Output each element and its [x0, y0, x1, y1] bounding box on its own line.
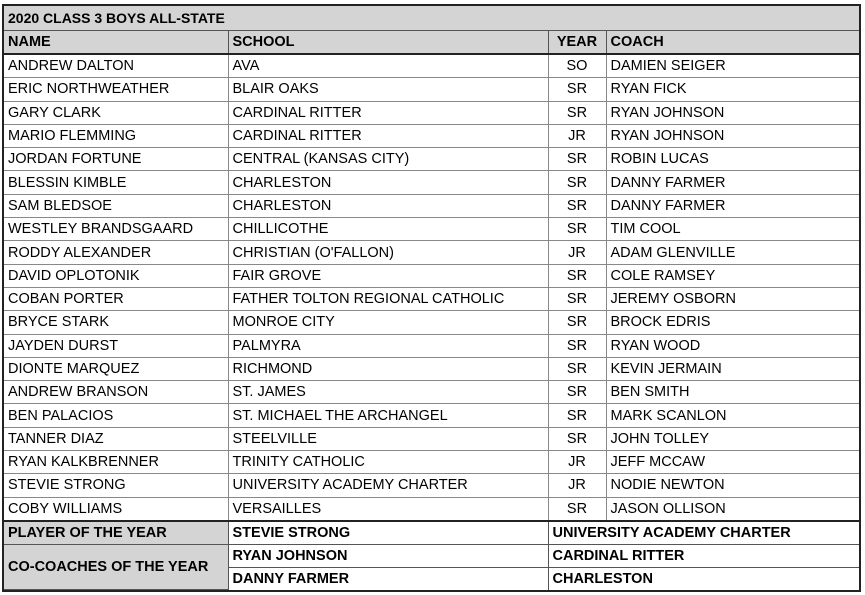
all-state-table [4, 6, 859, 590]
player-year: SR [548, 381, 606, 404]
player-row [4, 194, 859, 217]
player-coach: DANNY FARMER [606, 194, 859, 217]
column-header-school: SCHOOL [228, 31, 548, 55]
column-header-coach: COACH [606, 31, 859, 55]
all-state-sheet [2, 4, 861, 592]
player-name: COBY WILLIAMS [4, 497, 228, 521]
title-row [4, 6, 859, 31]
player-name: BRYCE STARK [4, 311, 228, 334]
player-row [4, 241, 859, 264]
player-name: RYAN KALKBRENNER [4, 451, 228, 474]
player-school: CARDINAL RITTER [228, 124, 548, 147]
player-year: JR [548, 124, 606, 147]
player-school: BLAIR OAKS [228, 78, 548, 101]
player-year: SR [548, 148, 606, 171]
player-year: SR [548, 171, 606, 194]
player-coach: ADAM GLENVILLE [606, 241, 859, 264]
player-row [4, 78, 859, 101]
player-row [4, 427, 859, 450]
player-school: CHILLICOTHE [228, 218, 548, 241]
player-year: SR [548, 78, 606, 101]
player-of-year-row [4, 521, 859, 545]
sheet-title: 2020 CLASS 3 BOYS ALL-STATE [4, 6, 859, 31]
player-school: CENTRAL (KANSAS CITY) [228, 148, 548, 171]
player-row [4, 404, 859, 427]
player-coach: DAMIEN SEIGER [606, 54, 859, 78]
player-school: PALMYRA [228, 334, 548, 357]
player-year: SR [548, 404, 606, 427]
player-coach: NODIE NEWTON [606, 474, 859, 497]
player-year: JR [548, 241, 606, 264]
player-name: STEVIE STRONG [4, 474, 228, 497]
player-name: SAM BLEDSOE [4, 194, 228, 217]
player-row [4, 54, 859, 78]
player-school: ST. JAMES [228, 381, 548, 404]
player-row [4, 148, 859, 171]
player-name: COBAN PORTER [4, 287, 228, 310]
header-row [4, 31, 859, 55]
player-name: MARIO FLEMMING [4, 124, 228, 147]
player-name: BEN PALACIOS [4, 404, 228, 427]
player-year: SR [548, 194, 606, 217]
player-coach: DANNY FARMER [606, 171, 859, 194]
player-year: SR [548, 427, 606, 450]
player-coach: MARK SCANLON [606, 404, 859, 427]
player-of-year-name: STEVIE STRONG [228, 521, 548, 545]
player-row [4, 334, 859, 357]
player-name: BLESSIN KIMBLE [4, 171, 228, 194]
player-year: JR [548, 474, 606, 497]
player-name: WESTLEY BRANDSGAARD [4, 218, 228, 241]
player-row [4, 101, 859, 124]
player-name: GARY CLARK [4, 101, 228, 124]
player-name: JAYDEN DURST [4, 334, 228, 357]
player-coach: RYAN JOHNSON [606, 101, 859, 124]
player-school: RICHMOND [228, 357, 548, 380]
player-school: TRINITY CATHOLIC [228, 451, 548, 474]
player-coach: BEN SMITH [606, 381, 859, 404]
column-header-name: NAME [4, 31, 228, 55]
player-name: JORDAN FORTUNE [4, 148, 228, 171]
player-year: SR [548, 311, 606, 334]
player-year: SO [548, 54, 606, 78]
player-year: SR [548, 287, 606, 310]
player-row [4, 474, 859, 497]
player-name: ANDREW DALTON [4, 54, 228, 78]
player-coach: RYAN JOHNSON [606, 124, 859, 147]
player-school: FAIR GROVE [228, 264, 548, 287]
player-name: ANDREW BRANSON [4, 381, 228, 404]
player-school: AVA [228, 54, 548, 78]
player-coach: ROBIN LUCAS [606, 148, 859, 171]
player-school: STEELVILLE [228, 427, 548, 450]
player-coach: JOHN TOLLEY [606, 427, 859, 450]
player-of-year-school: UNIVERSITY ACADEMY CHARTER [548, 521, 859, 545]
player-year: JR [548, 451, 606, 474]
player-school: CHARLESTON [228, 194, 548, 217]
player-school: ST. MICHAEL THE ARCHANGEL [228, 404, 548, 427]
player-row [4, 171, 859, 194]
player-school: CHARLESTON [228, 171, 548, 194]
player-coach: KEVIN JERMAIN [606, 357, 859, 380]
player-row [4, 381, 859, 404]
player-year: SR [548, 497, 606, 521]
player-coach: JASON OLLISON [606, 497, 859, 521]
player-coach: COLE RAMSEY [606, 264, 859, 287]
player-coach: TIM COOL [606, 218, 859, 241]
player-row [4, 451, 859, 474]
coach-of-year-name: DANNY FARMER [228, 567, 548, 590]
player-school: CARDINAL RITTER [228, 101, 548, 124]
player-coach: BROCK EDRIS [606, 311, 859, 334]
player-row [4, 311, 859, 334]
coach-of-year-school: CHARLESTON [552, 570, 653, 587]
player-year: SR [548, 357, 606, 380]
coach-of-year-row [4, 544, 859, 567]
player-row [4, 287, 859, 310]
player-row [4, 497, 859, 521]
player-coach: JEREMY OSBORN [606, 287, 859, 310]
player-school: FATHER TOLTON REGIONAL CATHOLIC [228, 287, 548, 310]
column-header-year: YEAR [548, 31, 606, 55]
player-school: UNIVERSITY ACADEMY CHARTER [228, 474, 548, 497]
player-row [4, 124, 859, 147]
player-name: TANNER DIAZ [4, 427, 228, 450]
player-name: DIONTE MARQUEZ [4, 357, 228, 380]
player-row [4, 357, 859, 380]
player-year: SR [548, 218, 606, 241]
player-coach: JEFF MCCAW [606, 451, 859, 474]
player-name: DAVID OPLOTONIK [4, 264, 228, 287]
player-name: RODDY ALEXANDER [4, 241, 228, 264]
player-row [4, 218, 859, 241]
coach-of-year-school: CARDINAL RITTER [548, 544, 859, 567]
player-of-year-label: PLAYER OF THE YEAR [4, 521, 228, 545]
player-name: ERIC NORTHWEATHER [4, 78, 228, 101]
player-row [4, 264, 859, 287]
player-school: CHRISTIAN (O'FALLON) [228, 241, 548, 264]
player-school: VERSAILLES [228, 497, 548, 521]
player-coach: RYAN WOOD [606, 334, 859, 357]
player-year: SR [548, 334, 606, 357]
coaches-of-year-label: CO-COACHES OF THE YEAR [4, 544, 228, 590]
coach-of-year-name: RYAN JOHNSON [228, 544, 548, 567]
player-school: MONROE CITY [228, 311, 548, 334]
player-year: SR [548, 264, 606, 287]
player-coach: RYAN FICK [606, 78, 859, 101]
player-year: SR [548, 101, 606, 124]
